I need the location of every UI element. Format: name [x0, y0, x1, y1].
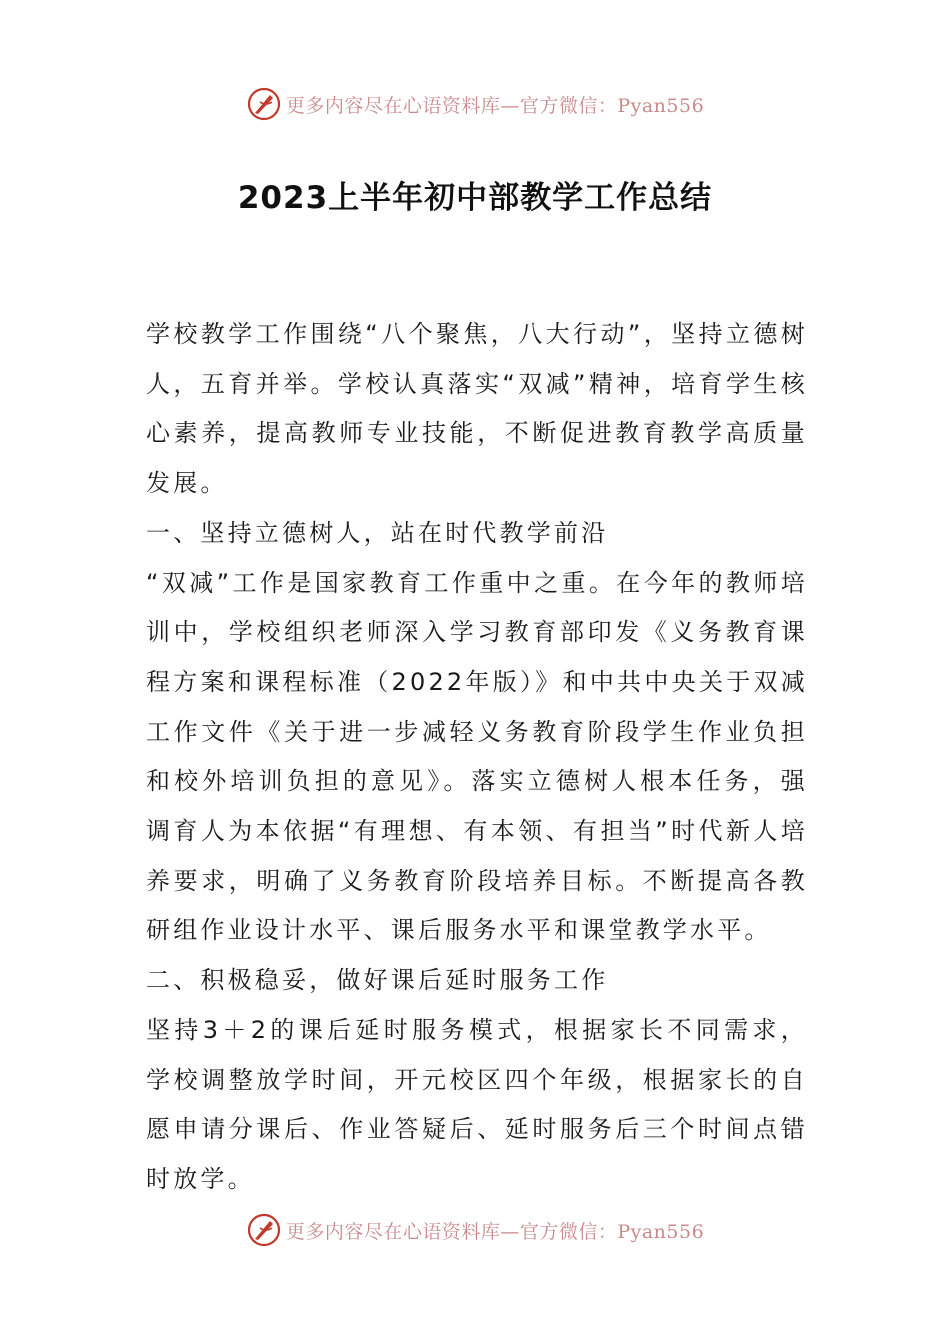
- quill-logo-icon: [246, 86, 282, 122]
- watermark-dash: —: [500, 1220, 520, 1243]
- watermark-dash: —: [500, 94, 520, 117]
- watermark-site-text: 更多内容尽在心语资料库: [285, 94, 501, 117]
- document-body: [146, 310, 808, 1205]
- section-heading-2: 二、积极稳妥，做好课后延时服务工作: [146, 966, 609, 995]
- section-1-paragraph: “双减”工作是国家教育工作重中之重。在今年的教师培训中，学校组织老师深入学习教育部印发《义务教育课程方案和课程标准（2022年版）》和中共中央关于双减工作文件《关于进一步减轻义务教育阶段学生作业负担和校外培训负担的意见》。落实立德树人根本任务，强调育人为本依据“有理想、有本领、有担当”时代新人培养要求，明确了义务教育阶段培养目标。不断提高各教研组作业设计水平、课后服务水平和课堂教学水平。: [146, 568, 808, 945]
- intro-paragraph: 学校教学工作围绕“八个聚焦，八大行动”，坚持立德树人，五育并举。学校认真落实“双减”精神，培育学生核心素养，提高教师专业技能，不断促进教育教学高质量发展。: [146, 320, 808, 498]
- section-2-paragraph: 坚持3＋2的课后延时服务模式，根据家长不同需求，学校调整放学时间，开元校区四个年级，根据家长的自愿申请分课后、作业答疑后、延时服务后三个时间点错时放学。: [146, 1015, 808, 1193]
- quill-logo-icon: [246, 1212, 282, 1248]
- watermark-footer: [0, 1210, 950, 1250]
- watermark-site-text: 更多内容尽在心语资料库: [285, 1220, 501, 1243]
- document-title: 2023上半年初中部教学工作总结: [237, 180, 713, 216]
- watermark-header: [0, 84, 950, 124]
- section-heading-1: 一、坚持立德树人，站在时代教学前沿: [146, 518, 609, 547]
- watermark-wechat-text: 官方微信：Pyan556: [519, 1220, 705, 1243]
- watermark-wechat-text: 官方微信：Pyan556: [519, 94, 705, 117]
